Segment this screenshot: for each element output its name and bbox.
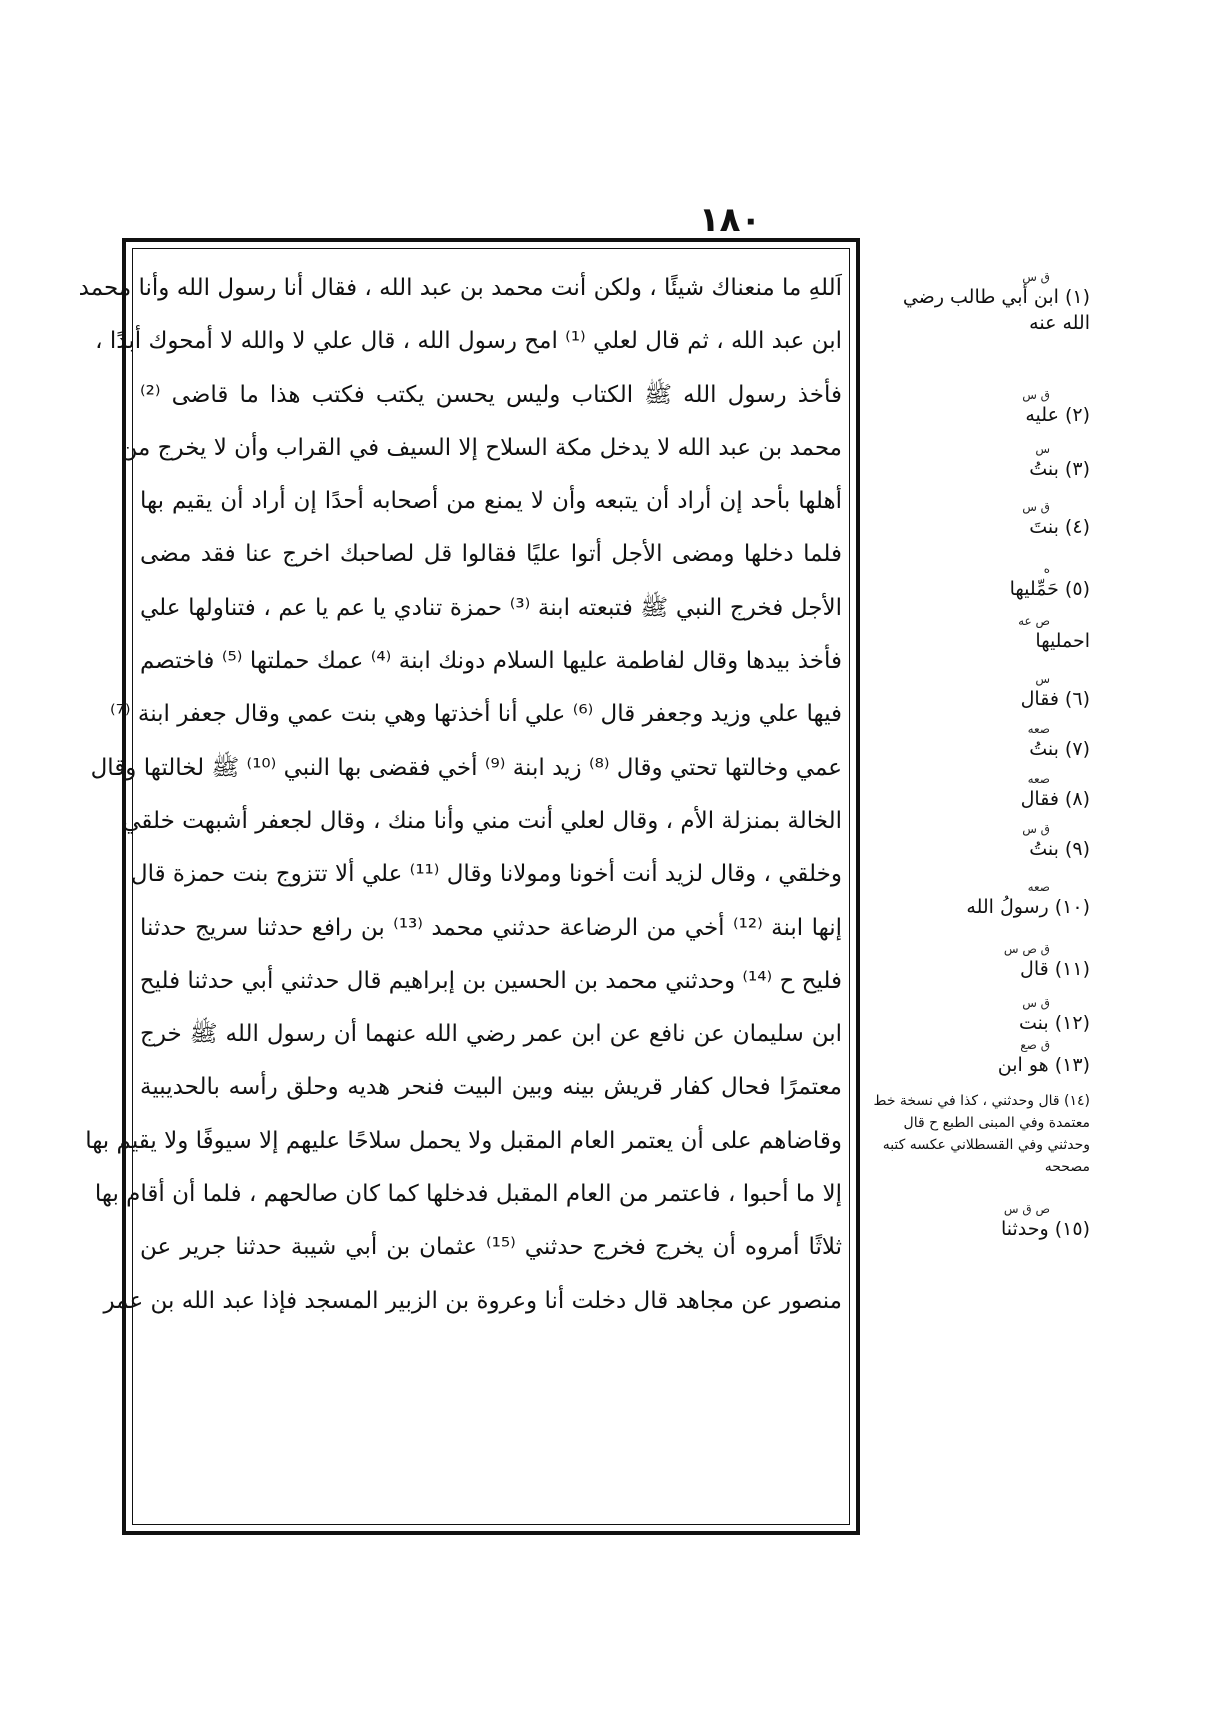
text-line: فيها علي وزيد وجعفر قال ⁽⁶⁾ علي أنا أخذتها وهي بنت عمي وقال جعفر ابنة ⁽⁷⁾	[110, 701, 842, 728]
note-source-mark: ص عه	[1018, 614, 1050, 628]
note-text: (١٣) هو ابن	[997, 1054, 1090, 1076]
note-text: (١) ابن أبي طالب رضي الله عنه	[902, 286, 1090, 334]
margin-note	[872, 562, 1090, 602]
margin-note	[872, 722, 1090, 762]
margin-note	[872, 614, 1090, 654]
note-text: (٣) بنتُ	[1029, 458, 1090, 480]
text-line: فأخذ بيدها وقال لفاطمة عليها السلام دونك ابنة ⁽⁴⁾ عمك حملتها ⁽⁵⁾ فاختصم	[140, 648, 842, 675]
note-source-mark: ه	[1043, 562, 1050, 576]
note-text: (٩) بنتُ	[1029, 838, 1090, 860]
margin-note	[872, 996, 1090, 1036]
margin-note	[872, 1038, 1090, 1078]
note-text: احمليها	[1035, 630, 1090, 652]
text-line: ابن عبد الله ، ثم قال لعلي ⁽¹⁾ امح رسول الله ، قال علي لا والله لا أمحوك أبدًا ،	[95, 328, 842, 355]
text-line: الأجل فخرج النبي ﷺ فتبعته ابنة ⁽³⁾ حمزة تنادي يا عم يا عم ، فتناولها علي	[140, 594, 843, 621]
note-source-mark: س	[1035, 672, 1050, 686]
note-text: (١٥) وحدثنا	[1001, 1218, 1090, 1240]
note-source-mark: ق س	[1022, 388, 1050, 402]
text-line: عمي وخالتها تحتي وقال ⁽⁸⁾ زيد ابنة ⁽⁹⁾ أخي فقضى بها النبي ⁽¹⁰⁾ ﷺ لخالتها وقال	[90, 754, 842, 781]
note-source-mark: صعه	[1027, 722, 1050, 736]
text-line: وقاضاهم على أن يعتمر العام المقبل ولا يحمل سلاحًا عليهم إلا سيوفًا ولا يقيم بها	[85, 1127, 842, 1154]
text-line: فأخذ رسول الله ﷺ الكتاب وليس يحسن يكتب فكتب هذا ما قاضى ⁽²⁾	[140, 381, 842, 408]
margin-note	[872, 388, 1090, 428]
margin-note	[872, 942, 1090, 982]
margin-note	[872, 822, 1090, 862]
note-source-mark: صعه	[1027, 880, 1050, 894]
margin-note	[872, 772, 1090, 812]
text-line: ابن سليمان عن نافع عن ابن عمر رضي الله عنهما أن رسول الله ﷺ خرج	[140, 1021, 842, 1048]
note-source-mark: ص ق س	[1003, 1202, 1050, 1216]
note-text: (١٢) بنت	[1019, 1012, 1090, 1034]
text-line: فليح ح ⁽¹⁴⁾ وحدثني محمد بن الحسين بن إبراهيم قال حدثني أبي حدثنا فليح	[139, 967, 842, 994]
text-line: إلا ما أحبوا ، فاعتمر من العام المقبل فدخلها كما كان صالحهم ، فلما أن أقام بها	[94, 1181, 842, 1208]
page-number: ١٨٠	[698, 200, 762, 240]
text-line: اَللهِ ما منعناك شيئًا ، ولكن أنت محمد بن عبد الله ، فقال أنا رسول الله وأنا محمد	[78, 275, 842, 301]
note-text: (٢) عليه	[1025, 404, 1090, 426]
margin-note	[872, 1202, 1090, 1242]
note-source-mark: ق صع	[1020, 1038, 1050, 1052]
note-text: (١١) قال	[1020, 958, 1090, 980]
note-source-mark: ق س	[1022, 996, 1050, 1010]
text-line: وخلقي ، وقال لزيد أنت أخونا ومولانا وقال ⁽¹¹⁾ علي ألا تتزوج بنت حمزة قال	[130, 861, 842, 888]
text-line: أهلها بأحد إن أراد أن يتبعه وأن لا يمنع من أصحابه أحدًا إن أراد أن يقيم بها	[140, 488, 842, 515]
note-text: (١٠) رسولُ الله	[966, 896, 1090, 918]
text-line: الخالة بمنزلة الأم ، وقال لعلي أنت مني وأنا منك ، وقال لجعفر أشبهت خلقي	[122, 807, 842, 834]
note-source-mark: صعه	[1027, 772, 1050, 786]
note-text: (٤) بنتَ	[1029, 516, 1090, 538]
note-text: (٥) حَمِّليها	[1009, 578, 1090, 600]
margin-note	[872, 880, 1090, 920]
note-source-mark: ق ص س	[1003, 942, 1050, 956]
text-line: إنها ابنة ⁽¹²⁾ أخي من الرضاعة حدثني محمد ⁽¹³⁾ بن رافع حدثنا سريج حدثنا	[140, 914, 842, 941]
note-text: (٦) فقال	[1020, 688, 1090, 710]
margin-note	[872, 1090, 1090, 1178]
margin-note	[872, 442, 1090, 482]
note-source-mark: ق س	[1022, 822, 1050, 836]
note-source-mark: ق س	[1022, 500, 1050, 514]
text-line: ثلاثًا أمروه أن يخرج فخرج حدثني ⁽¹⁵⁾ عثمان بن أبي شيبة حدثنا جرير عن	[140, 1234, 842, 1261]
text-line: محمد بن عبد الله لا يدخل مكة السلاح إلا السيف في القراب وأن لا يخرج من	[120, 434, 842, 461]
margin-note	[872, 270, 1090, 336]
note-source-mark: ق س	[1022, 270, 1050, 284]
note-source-mark: س	[1035, 442, 1050, 456]
margin-note	[872, 500, 1090, 540]
note-text: (٧) بنتُ	[1029, 738, 1090, 760]
main-text-block	[78, 262, 843, 1328]
margin-note	[872, 672, 1090, 712]
text-line: منصور عن مجاهد قال دخلت أنا وعروة بن الزبير المسجد فإذا عبد الله بن عمر	[103, 1287, 842, 1314]
text-line: فلما دخلها ومضى الأجل أتوا عليًا فقالوا قل لصاحبك اخرج عنا فقد مضى	[140, 541, 842, 568]
text-line: معتمرًا فحال كفار قريش بينه وبين البيت فنحر هديه وحلق رأسه بالحديبية	[140, 1074, 842, 1101]
note-text: (٨) فقال	[1020, 788, 1090, 810]
note-text: (١٤) قال وحدثني ، كذا في نسخة خط معتمدة وفي المبنى الطبع ح قال وحدثني وفي القسطلاني عكسه كتبه مصححه	[873, 1093, 1090, 1175]
